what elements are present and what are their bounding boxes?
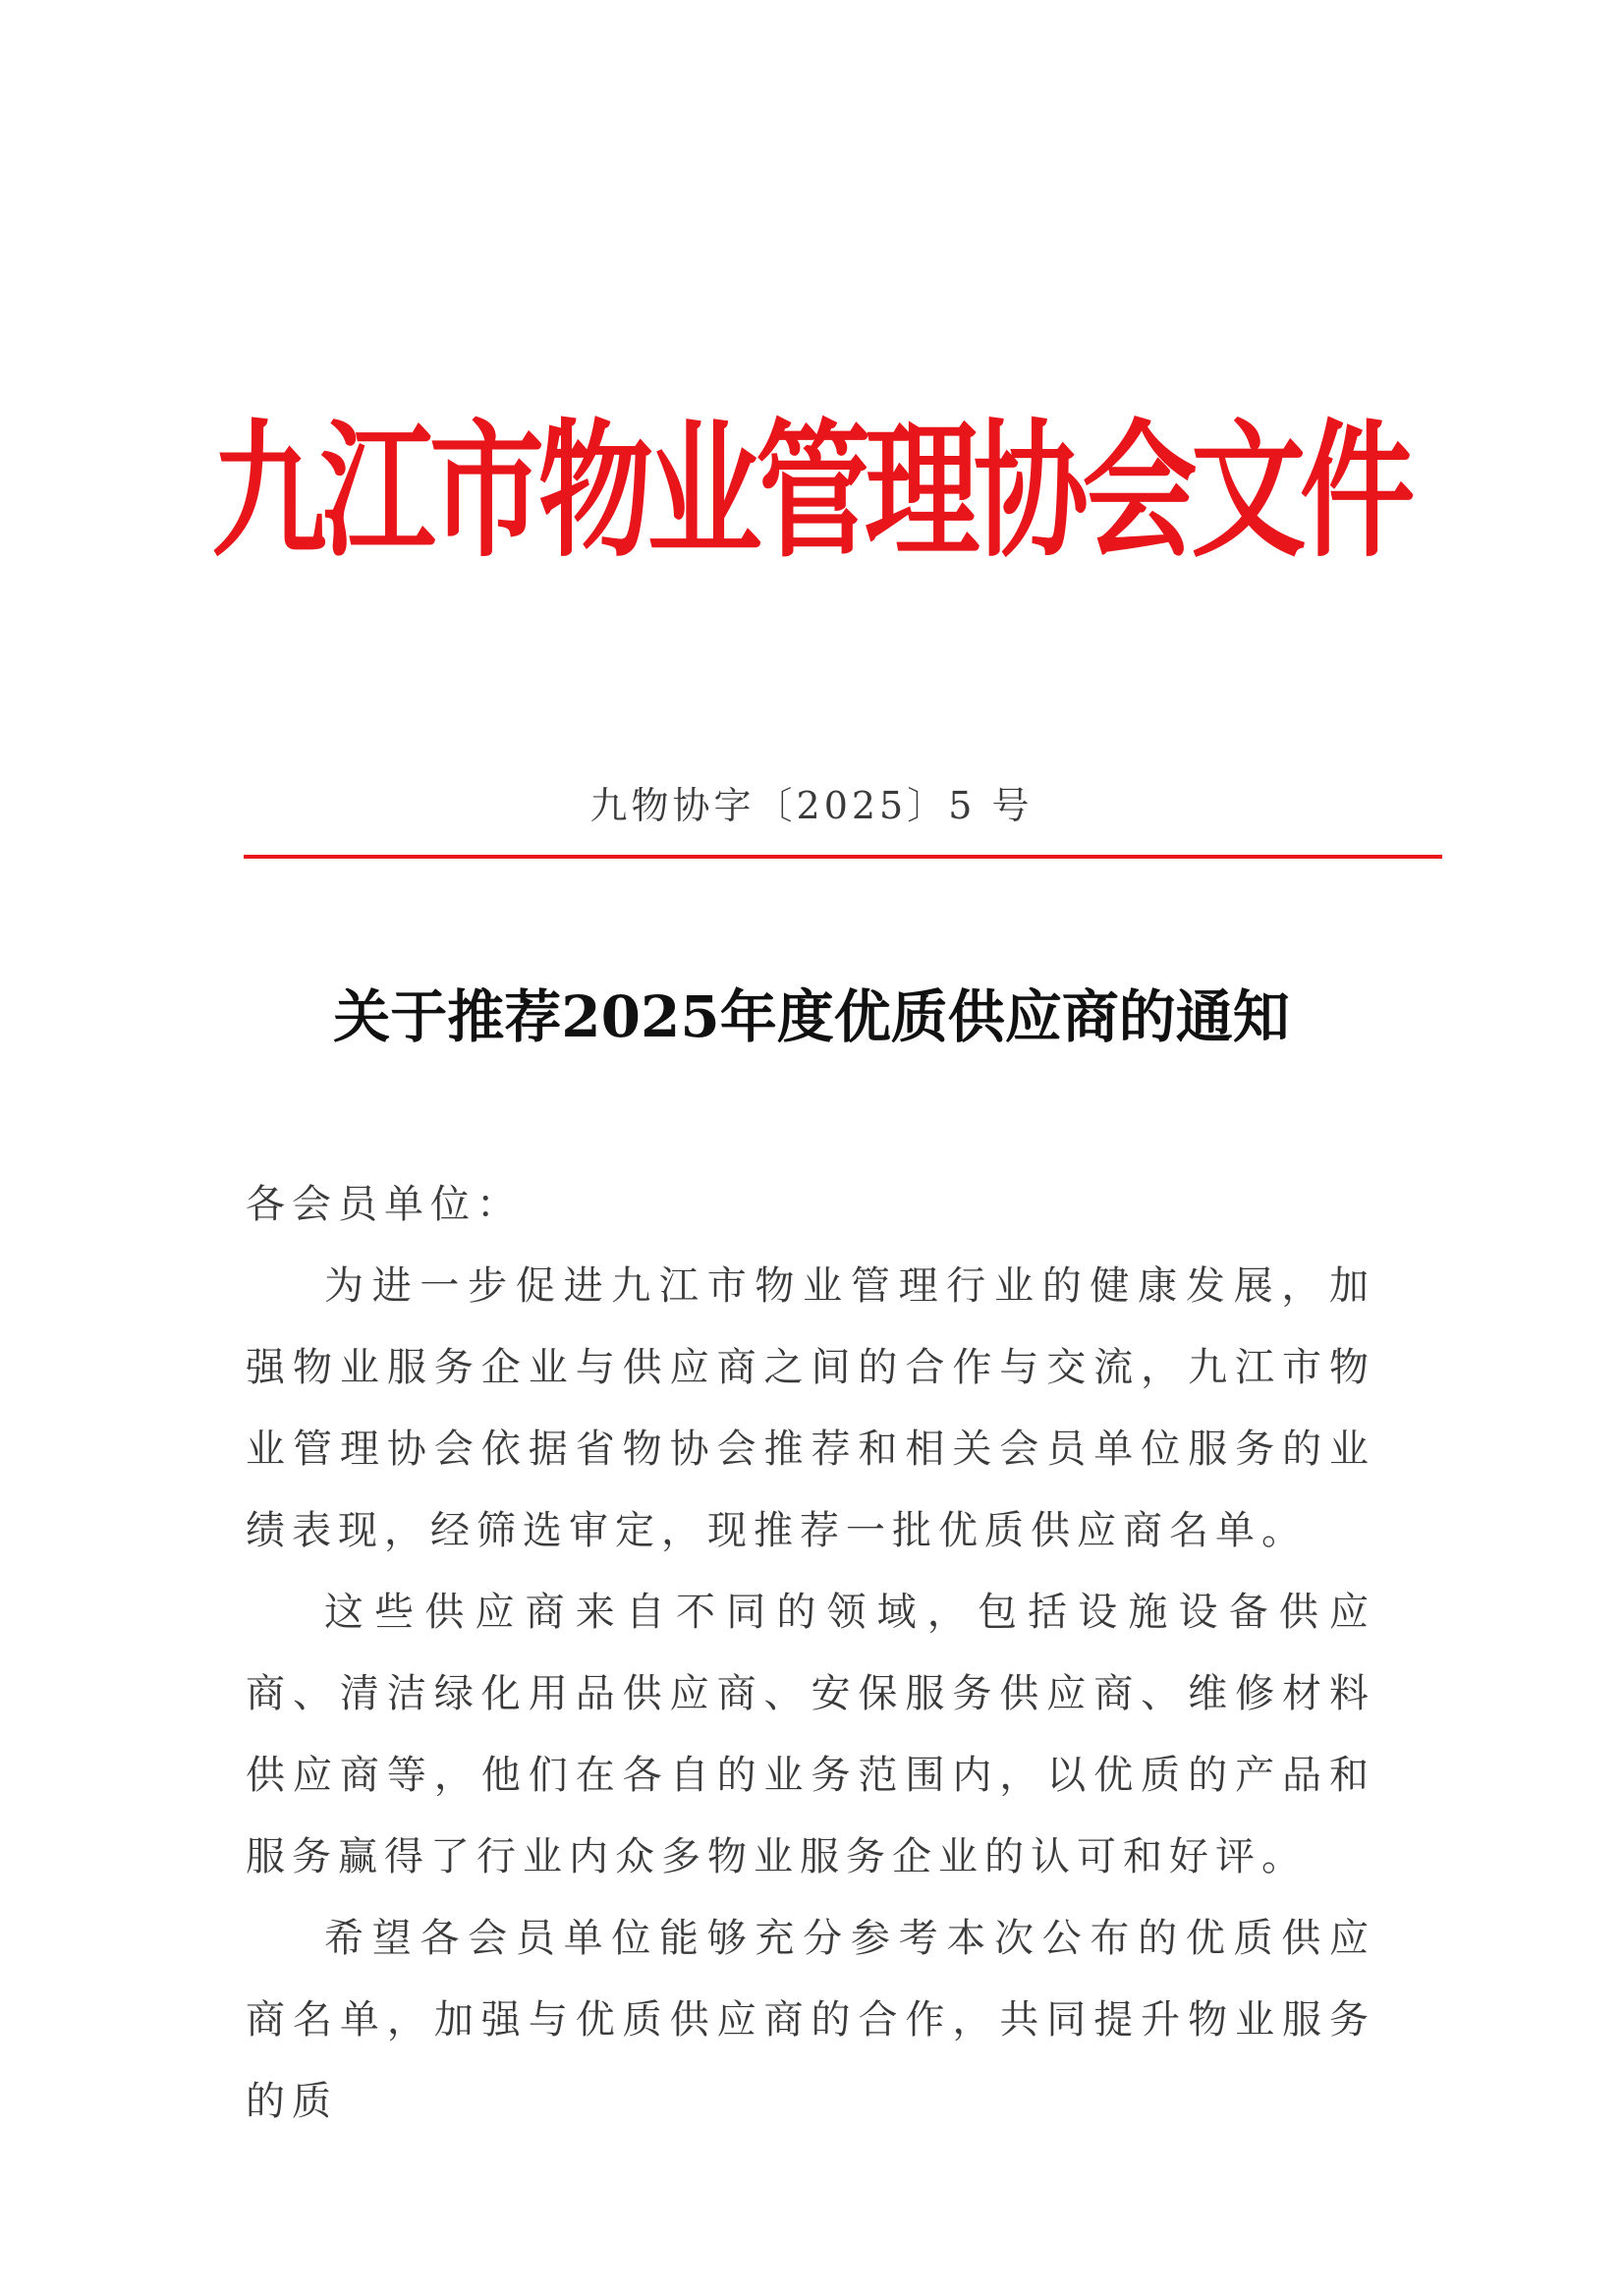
salutation: 各会员单位：: [246, 1182, 523, 1227]
body-paragraph: 为进一步促进九江市物业管理行业的健康发展，加强物业服务企业与供应商之间的合作与交流，九江市物业管理协会依据省物协会推荐和相关会员单位服务的业绩表现，经筛选审定，现推荐一批优质供应商名单。: [246, 1263, 1375, 1553]
body-paragraph: 希望各会员单位能够充分参考本次公布的优质供应商名单，加强与优质供应商的合作，共同提升物业服务的质: [246, 1916, 1375, 2124]
body-paragraph: 这些供应商来自不同的领域，包括设施设备供应商、清洁绿化用品供应商、安保服务供应商、维修材料供应商等，他们在各自的业务范围内，以优质的产品和服务赢得了行业内众多物业服务企业的认可和好评。: [246, 1590, 1375, 1879]
notice-body: [246, 1164, 1375, 2143]
document-number: 九物协字〔2025〕5 号: [589, 784, 1034, 827]
issuer-header: 九江市物业管理协会文件: [211, 405, 1409, 578]
notice-title: 关于推荐2025年度优质供应商的通知: [333, 983, 1290, 1050]
red-divider-line: [244, 855, 1442, 859]
